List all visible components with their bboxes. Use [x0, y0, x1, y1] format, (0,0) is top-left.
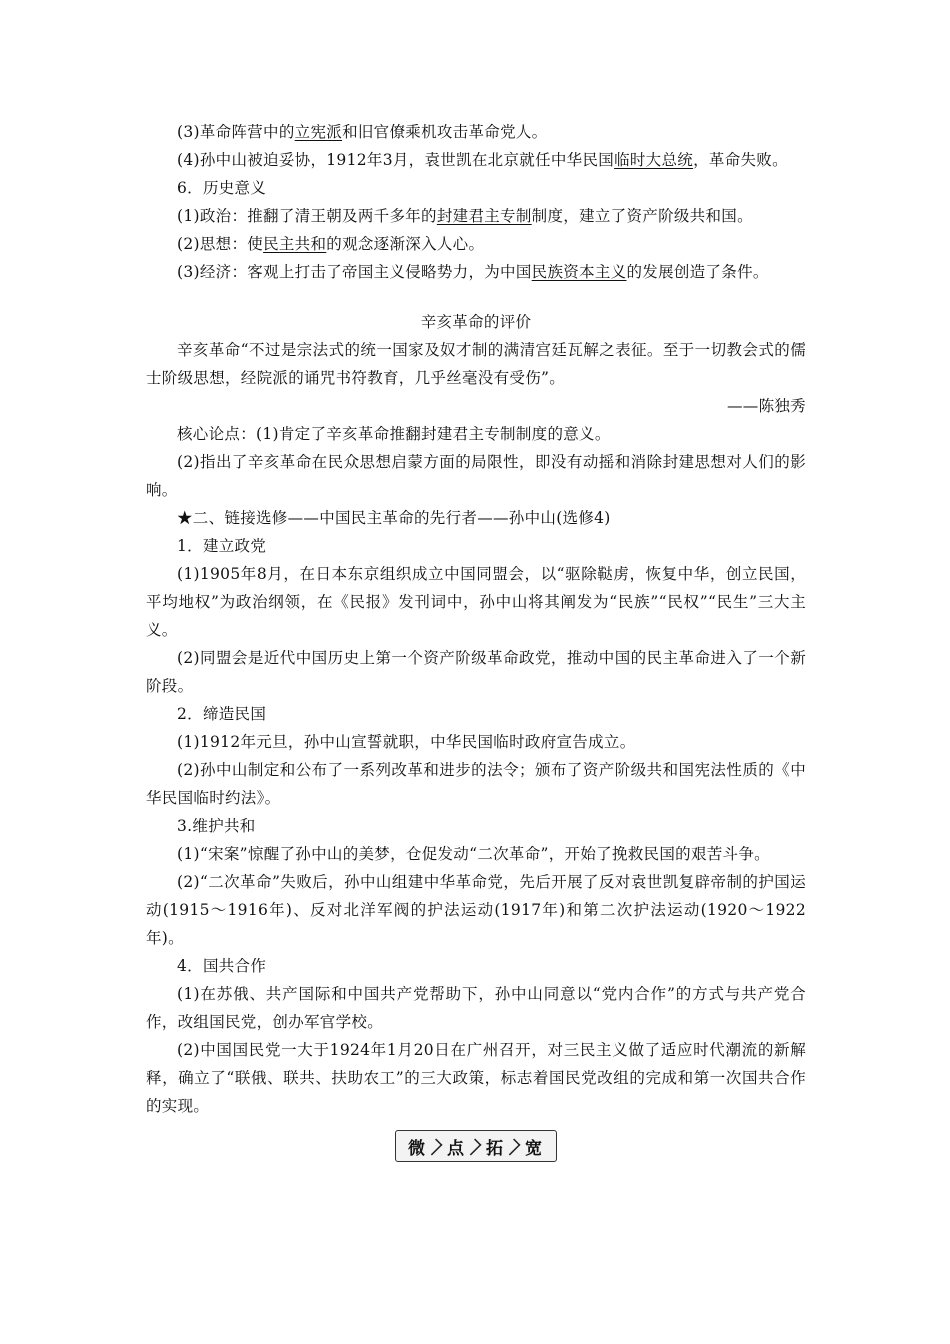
paragraph-politics: (1)政治：推翻了清王朝及两千多年的封建君主专制制度，建立了资产阶级共和国。: [177, 207, 753, 225]
paragraph-revolution-camp: (3)革命阵营中的立宪派和旧官僚乘机攻击革命党人。: [177, 123, 548, 141]
banner-char-3: 拓: [476, 1134, 515, 1158]
key-term-provisional-president: 临时大总统: [614, 151, 694, 169]
document-page: [146, 118, 806, 1162]
core-point-1: 核心论点：(1)肯定了辛亥革命推翻封建君主专制制度的意义。: [177, 425, 611, 443]
section-heading: ★二、链接选修——中国民主革命的先行者——孙中山(选修4): [177, 509, 611, 527]
banner-frame: [395, 1130, 557, 1162]
paragraph-tongmenghui: (1)1905年8月，在日本东京组织成立中国同盟会，以“驱除鞑虏，恢复中华，创立民国，平均地权”为政治纲领，在《民报》发刊词中，孙中山将其阐发为“民族”“民权”“民生”三大主义。: [146, 565, 806, 639]
section-banner: [146, 1130, 806, 1162]
paragraph-first-congress: (2)中国国民党一大于1924年1月20日在广州召开，对三民主义做了适应时代潮流的新解释，确立了“联俄、联共、扶助农工”的三大政策，标志着国民党改组的完成和第一次国共合作的实现。: [146, 1041, 806, 1115]
paragraph-cooperation-help: (1)在苏俄、共产国际和中国共产党帮助下，孙中山同意以“党内合作”的方式与共产党合作，改组国民党，创办军官学校。: [146, 985, 806, 1031]
core-point-2: (2)指出了辛亥革命在民众思想启蒙方面的局限性，即没有动摇和消除封建思想对人们的影响。: [146, 453, 806, 499]
heading-historical-significance: 6．历史意义: [177, 179, 267, 197]
banner-char-2: 点: [437, 1134, 476, 1158]
subheading-defend-republic: 3.维护共和: [177, 817, 256, 835]
key-term-autocracy: 封建君主专制: [436, 207, 532, 225]
paragraph-economy: (3)经济：客观上打击了帝国主义侵略势力，为中国民族资本主义的发展创造了条件。: [177, 263, 769, 281]
paragraph-inauguration: (1)1912年元旦，孙中山宣誓就职，中华民国临时政府宣告成立。: [177, 733, 636, 751]
paragraph-thought: (2)思想：使民主共和的观念逐渐深入人心。: [177, 235, 485, 253]
subheading-found-republic: 2．缔造民国: [177, 705, 267, 723]
subheading-found-party: 1．建立政党: [177, 537, 267, 555]
banner-char-1: 微: [398, 1134, 437, 1158]
quote-author: ——陈独秀: [726, 397, 806, 415]
banner-char-4: 宽: [525, 1138, 542, 1159]
key-term-national-capitalism: 民族资本主义: [531, 263, 627, 281]
subheading-kmt-cpc-cooperation: 4．国共合作: [177, 957, 267, 975]
paragraph-first-party: (2)同盟会是近代中国历史上第一个资产阶级革命政党，推动中国的民主革命进入了一个新阶段。: [146, 649, 806, 695]
key-term-constitutionalists: 立宪派: [294, 123, 343, 141]
paragraph-provisional-constitution: (2)孙中山制定和公布了一系列改革和进步的法令；颁布了资产阶级共和国宪法性质的《中华民国临时约法》。: [146, 761, 806, 807]
quote-text: 辛亥革命“不过是宗法式的统一国家及奴才制的满清宫廷瓦解之表征。至于一切教会式的儒士阶级思想，经院派的诵咒书符教育，几乎丝毫没有受伤”。: [146, 341, 806, 387]
paragraph-sun-compromise: (4)孙中山被迫妥协，1912年3月，袁世凯在北京就任中华民国临时大总统，革命失败。: [177, 151, 788, 169]
paragraph-song-case: (1)“宋案”惊醒了孙中山的美梦，仓促发动“二次革命”，开始了挽救民国的艰苦斗争。: [177, 845, 770, 863]
paragraph-protection-movements: (2)“二次革命”失败后，孙中山组建中华革命党，先后开展了反对袁世凯复辟帝制的护国运动(1915～1916年)、反对北洋军阀的护法运动(1917年)和第二次护法运动(1920～1922年)。: [146, 873, 806, 947]
box-title: 辛亥革命的评价: [420, 313, 532, 331]
key-term-democratic-republic: 民主共和: [263, 235, 327, 253]
